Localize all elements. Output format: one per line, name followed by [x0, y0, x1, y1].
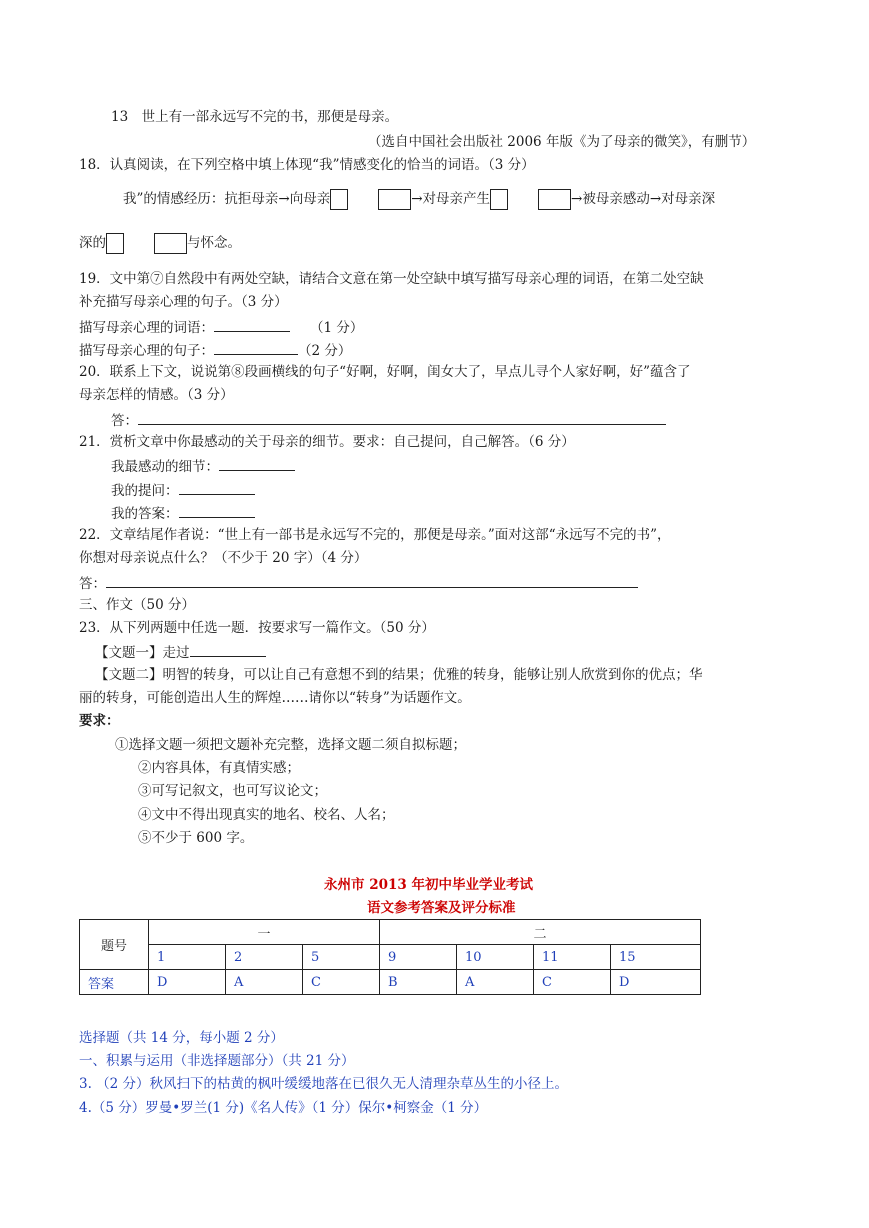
q20-answer-label: 答： — [111, 413, 138, 429]
q21-detail-line — [111, 456, 295, 476]
answer-table-answer: C — [303, 970, 380, 995]
answer-table-group-1: 一 — [149, 920, 380, 945]
answer-key-subtitle: 语文参考答案及评分标准 — [367, 900, 516, 916]
q18-line2-text-a: 深的 — [79, 235, 106, 251]
q19-stem-2: 补充描写母亲心理的句子。（3 分） — [79, 294, 288, 310]
answer-key-line: 3. （2 分）秋风扫下的枯黄的枫叶缓缓地落在已很久无人清理杂草丛生的小径上。 — [79, 1076, 569, 1092]
q21-answer-blank[interactable] — [179, 503, 255, 518]
answer-table-answer: A — [226, 970, 303, 995]
answer-table-answer: D — [149, 970, 226, 995]
answer-table-answer-header: 答案 — [80, 970, 149, 995]
q21-question-label: 我的提问： — [111, 483, 179, 499]
passage-source: （选自中国社会出版社 2006 年版《为了母亲的微笑》，有删节） — [368, 134, 756, 150]
answer-table-answer: D — [611, 970, 701, 995]
q18-line2 — [79, 233, 241, 254]
q21-detail-label: 我最感动的细节： — [111, 459, 219, 475]
q19-sent-line — [79, 340, 351, 360]
q18-blank-6[interactable] — [154, 233, 187, 254]
q21-question-blank[interactable] — [179, 480, 255, 495]
q22-answer-line — [79, 573, 638, 593]
q23-topic1-blank[interactable] — [190, 642, 266, 657]
q19-sent-label: 描写母亲心理的句子： — [79, 343, 214, 359]
answer-table — [79, 919, 701, 995]
q21-stem: 21．赏析文章中你最感动的关于母亲的细节。要求：自己提问，自己解答。（6 分） — [79, 434, 575, 450]
section-3-heading: 三、作文（50 分） — [79, 597, 195, 613]
answer-table-row-header: 题号 — [80, 920, 149, 970]
q20-stem-1: 20．联系上下文，说说第⑧段画横线的句子“好啊，好啊，闺女大了，早点儿寻个人家好啊，好”蕴含了 — [79, 364, 691, 380]
q21-answer-line — [111, 503, 255, 523]
q18-blank-2[interactable] — [378, 189, 411, 210]
q18-line1-text-a: 我”的情感经历：抗拒母亲→向母亲 — [123, 191, 331, 207]
q23-topic2-line2: 丽的转身，可能创造出人生的辉煌……请你以“转身”为话题作文。 — [79, 690, 471, 706]
answer-table-number: 1 — [149, 945, 226, 970]
answer-key-line: 4.（5 分）罗曼•罗兰(1 分)《名人传》（1 分）保尔•柯察金（1 分） — [79, 1100, 488, 1116]
answer-table-group-2: 二 — [380, 920, 701, 945]
q18-line1-text-c: →被母亲感动→对母亲深 — [571, 191, 716, 207]
answer-table-answer: C — [534, 970, 611, 995]
q23-topic2-line1: 【文题二】明智的转身，可以让自己有意想不到的结果；优雅的转身，能够让别人欣赏到你的优点；华 — [95, 667, 703, 683]
q18-blank-1[interactable] — [330, 189, 348, 210]
paragraph-13: 13 世上有一部永远写不完的书，那便是母亲。 — [111, 109, 399, 125]
q23-stem: 23．从下列两题中任选一题．按要求写一篇作文。（50 分） — [79, 620, 435, 636]
answer-table-answer: A — [457, 970, 534, 995]
q22-answer-label: 答： — [79, 576, 106, 592]
q19-word-score: （1 分） — [310, 320, 364, 336]
q23-requirement: ①选择文题一须把文题补充完整，选择文题二须自拟标题； — [115, 737, 466, 753]
q22-stem-1: 22．文章结尾作者说：“世上有一部书是永远写不完的，那便是母亲。”面对这部“永远写不完的书”， — [79, 527, 671, 543]
q18-blank-5[interactable] — [106, 233, 124, 254]
q19-word-blank[interactable] — [214, 317, 290, 332]
answer-key-title: 永州市 2013 年初中毕业学业考试 — [324, 877, 533, 893]
answer-table-number: 15 — [611, 945, 701, 970]
q23-requirement: ②内容具体，有真情实感； — [138, 760, 300, 776]
q18-blank-4[interactable] — [538, 189, 571, 210]
q22-stem-2: 你想对母亲说点什么？（不少于 20 字）（4 分） — [79, 550, 368, 566]
q23-requirements-title: 要求： — [79, 713, 120, 729]
q18-stem: 18．认真阅读，在下列空格中填上体现“我”情感变化的恰当的词语。（3 分） — [79, 157, 535, 173]
q18-blank-3[interactable] — [490, 189, 508, 210]
q19-stem-1: 19．文中第⑦自然段中有两处空缺，请结合文意在第一处空缺中填写描写母亲心理的词语，在第二处空缺 — [79, 271, 704, 287]
q23-topic1: 【文题一】走过 — [95, 645, 190, 661]
answer-table-number: 10 — [457, 945, 534, 970]
q22-answer-blank[interactable] — [106, 573, 638, 588]
q18-line2-text-b: 与怀念。 — [187, 235, 241, 251]
answer-table-number: 5 — [303, 945, 380, 970]
q20-stem-2: 母亲怎样的情感。（3 分） — [79, 387, 234, 403]
q23-requirement: ⑤不少于 600 字。 — [138, 830, 254, 846]
q21-detail-blank[interactable] — [219, 456, 295, 471]
answer-table-number: 2 — [226, 945, 303, 970]
answer-table-number: 9 — [380, 945, 457, 970]
answer-table-number: 11 — [534, 945, 611, 970]
q23-requirement: ④文中不得出现真实的地名、校名、人名； — [138, 807, 395, 823]
q19-word-line — [79, 317, 363, 337]
q20-answer-blank[interactable] — [138, 410, 666, 425]
answer-key-line: 一、积累与运用（非选择题部分）（共 21 分） — [79, 1053, 355, 1069]
q21-question-line — [111, 480, 255, 500]
q20-answer-line — [111, 410, 666, 430]
q23-requirement: ③可写记叙文，也可写议论文； — [138, 783, 327, 799]
answer-key-line: 选择题（共 14 分，每小题 2 分） — [79, 1030, 284, 1046]
q19-word-label: 描写母亲心理的词语： — [79, 320, 214, 336]
q23-topic1-line — [95, 642, 266, 662]
q19-sent-blank[interactable] — [214, 340, 298, 355]
q18-line1-text-b: →对母亲产生 — [411, 191, 491, 207]
q19-sent-score: （2 分） — [298, 343, 352, 359]
q21-answer-label: 我的答案： — [111, 506, 179, 522]
q18-line1 — [123, 189, 715, 210]
answer-table-answer: B — [380, 970, 457, 995]
